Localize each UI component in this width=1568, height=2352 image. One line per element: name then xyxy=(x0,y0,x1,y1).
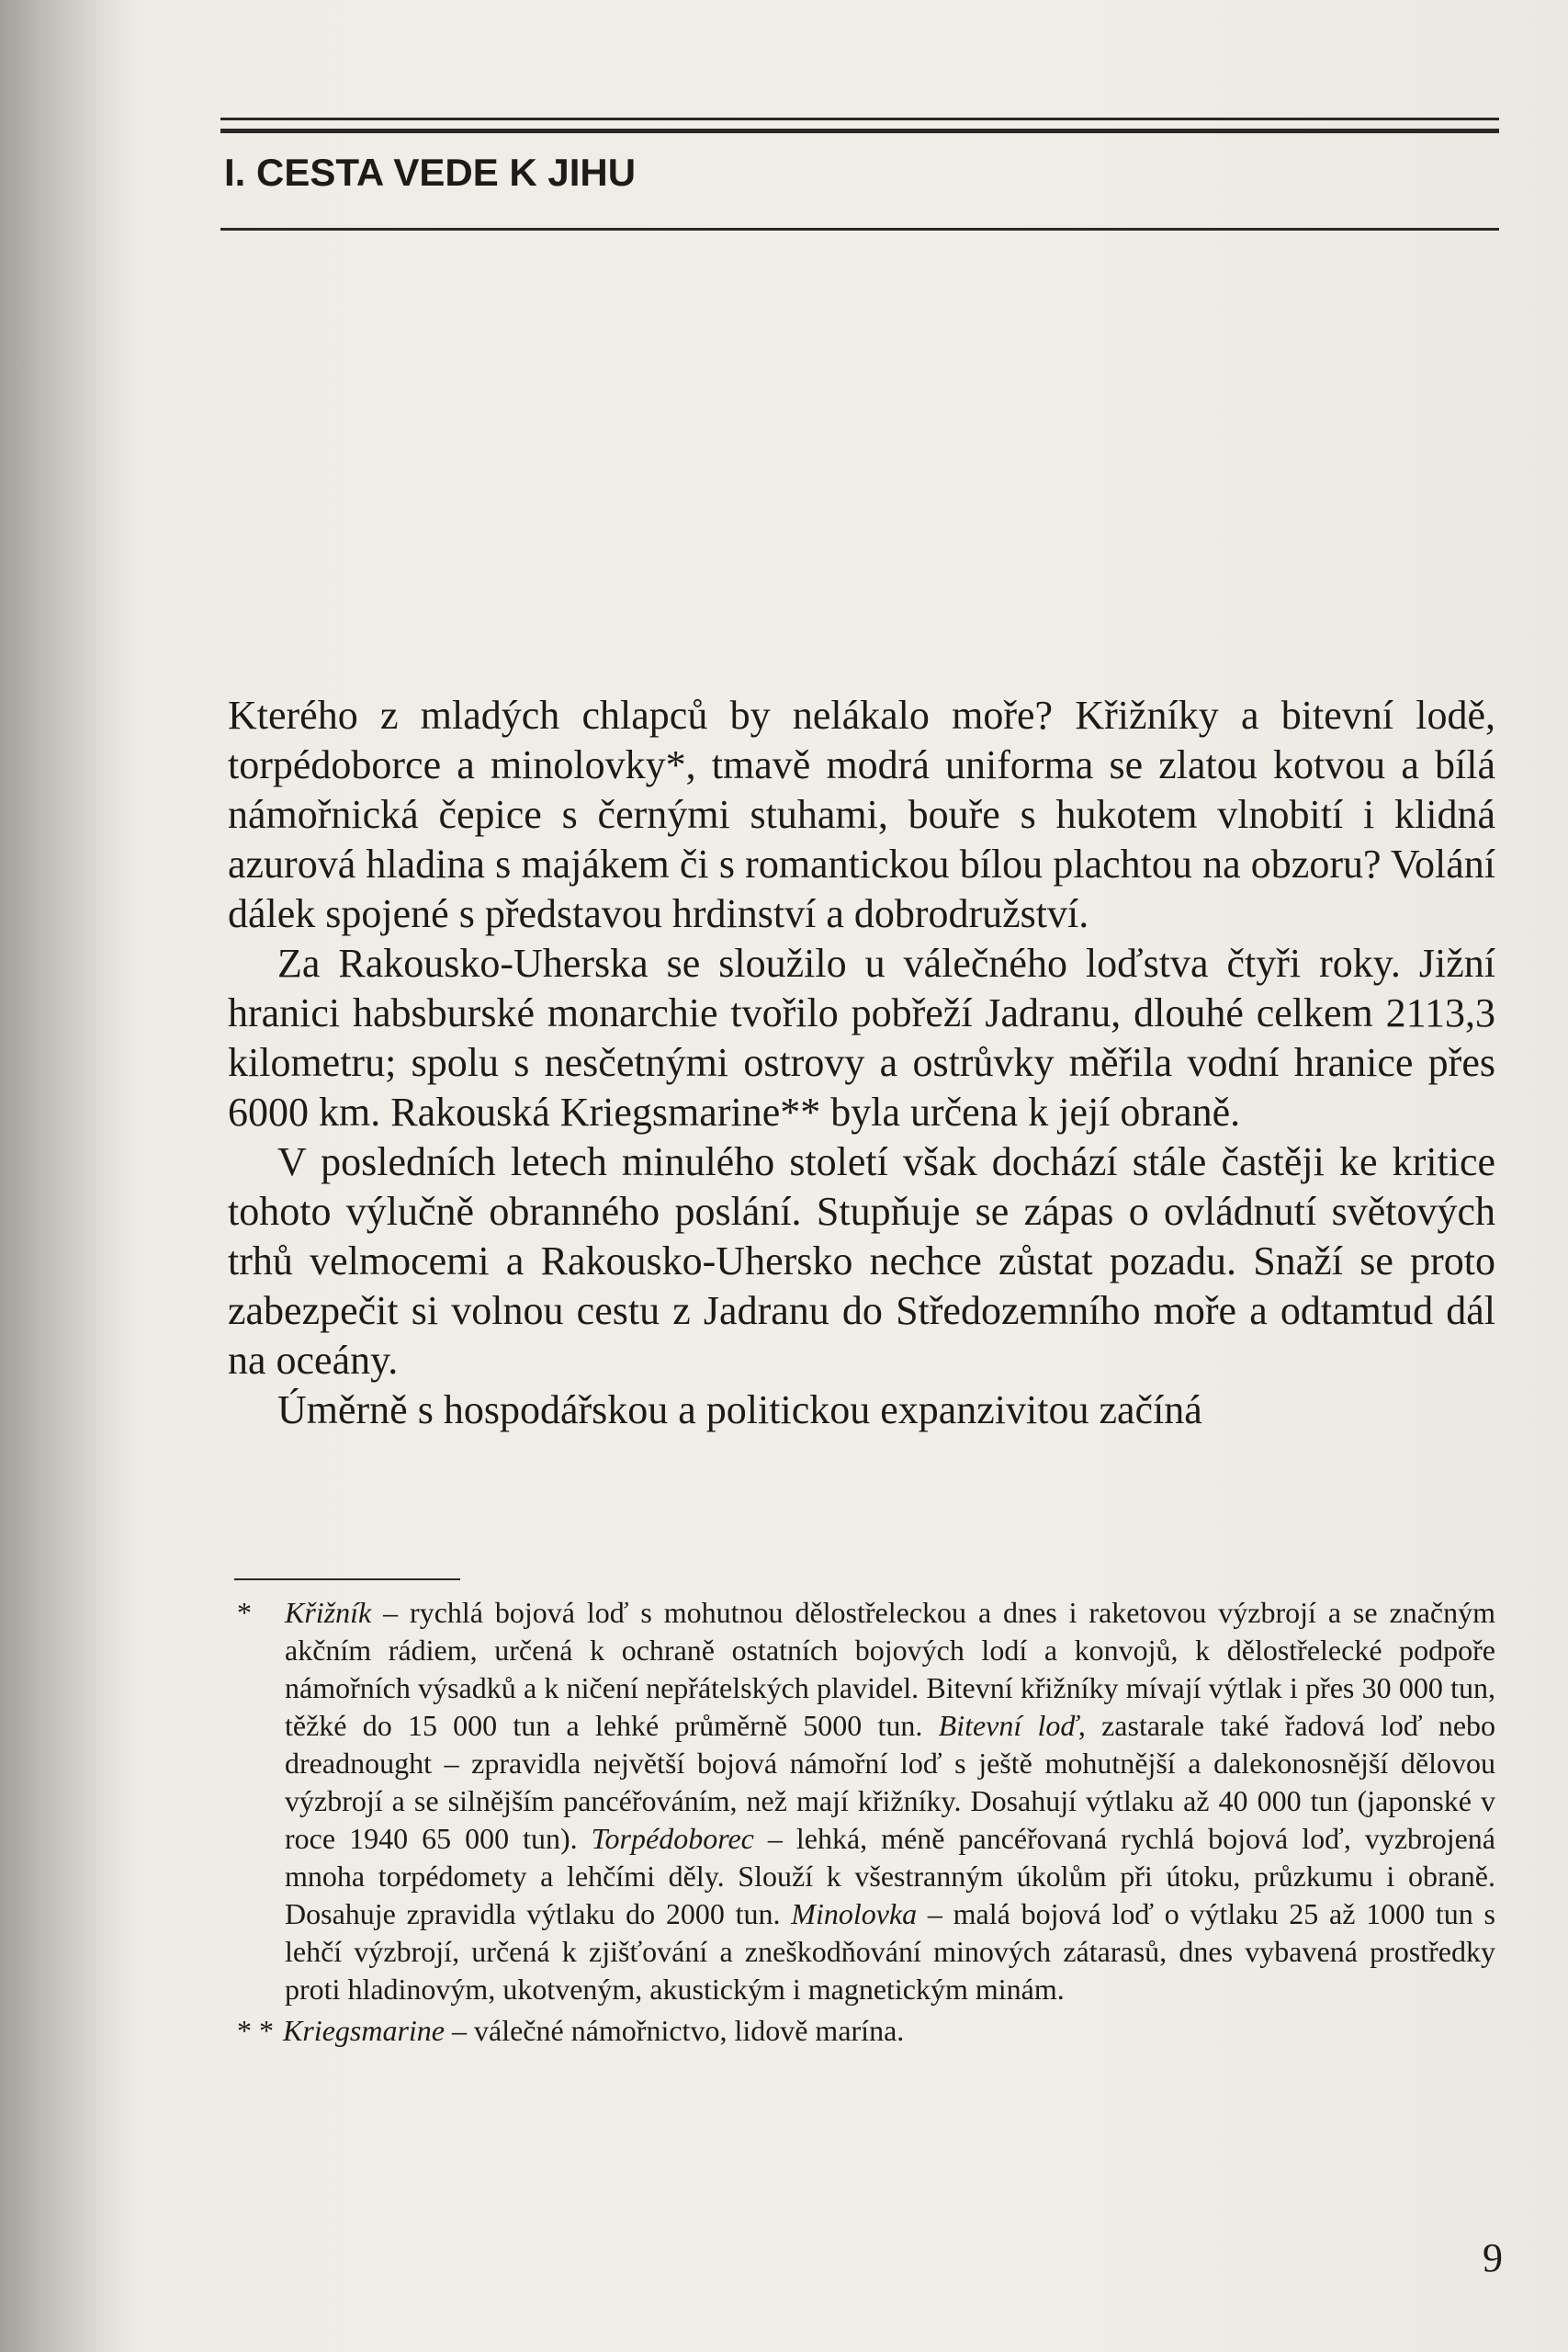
paragraph: Za Rakousko-Uherska se sloužilo u válečného loďstva čtyři roky. Jižní hranici habsburské monarchie tvořilo pobřeží Jadranu, dlouhé celkem 2113,3 kilometru; spolu s nesčetnými ostrovy a ostrůvky měřila vodní hranice přes 6000 km. Rakouská Kriegsmarine** byla určena k její obraně. xyxy=(228,941,1495,1135)
footnote-term: Bitevní loď xyxy=(938,1709,1078,1742)
footnote-text: – válečné námořnictvo, lidově marína. xyxy=(445,2014,905,2047)
paragraph: V posledních letech minulého století však dochází stále častěji ke kritice tohoto výlučně obranného poslání. Stupňuje se zápas o ovládnutí světových trhů velmocemi a Rakousko-Uhersko nechce zůstat pozadu. Snaží se proto zabezpečit si volnou cestu z Jadranu do Středozemního moře a odtamtud dál na oceány. xyxy=(228,1139,1495,1383)
footnote xyxy=(237,2012,1495,2050)
footnote-text: , zastarale také řadová loď nebo dreadnought – zpravidla největší bojová námořní loď s ještě mohutnější a dalekonosnější dělovou výzbrojí a se silnějším pancéřováním, než mají křižníky. Dosahují výtlaku až 40 000 tun (japonské v roce 1940 65 000 tun). xyxy=(285,1709,1496,1855)
page-number: 9 xyxy=(1483,2235,1503,2280)
footnote-term: Torpédoborec xyxy=(591,1822,754,1855)
chapter-title: I. CESTA VEDE K JIHU xyxy=(224,151,637,194)
footnote-term: Křižník xyxy=(285,1596,372,1629)
footnote-separator xyxy=(234,1578,460,1580)
paragraph: Kterého z mladých chlapců by nelákalo moře? Křižníky a bitevní lodě, torpédoborce a minolovky*, tmavě modrá uniforma se zlatou kotvou a bílá námořnická čepice s černými stuhami, bouře s hukotem vlnobití i klidná azurová hladina s majákem či s romantickou bílou plachtou na obzoru? Volání dálek spojené s představou hrdinství a dobrodružství. xyxy=(228,693,1495,936)
footnote-term: Kriegsmarine xyxy=(283,2014,445,2047)
footnote-text: – rychlá bojová loď s mohutnou dělostřeleckou a dnes i raketovou výzbrojí a se značným akčním rádiem, určená k ochraně ostatních bojových lodí a konvojů, k dělostřelecké podpoře námořních výsadků a k ničení nepřátelských plavidel. Bitevní křižníky mívají výtlak i přes 30 000 tun, těžké do 15 000 tun a lehké průměrně 5000 tun. xyxy=(285,1596,1495,1742)
book-gutter-shadow xyxy=(0,0,138,2352)
footnote-term: Minolovka xyxy=(791,1897,918,1930)
header-rule-top-thick xyxy=(220,129,1499,133)
footnote-marker: * xyxy=(237,1596,252,1629)
header-rule-bottom xyxy=(220,228,1499,231)
paragraph: Úměrně s hospodářskou a politickou expanzivitou začíná xyxy=(277,1387,1202,1432)
footnote xyxy=(237,1594,1495,2008)
footnotes xyxy=(237,1594,1495,2053)
footnote-text: – lehká, méně pancéřovaná rychlá bojová loď, vyzbrojená mnoha torpédomety a lehčími děly. Slouží k všestranným úkolům při útoku, průzkumu i obraně. Dosahuje zpravidla výtlaku do 2000 tun. xyxy=(285,1822,1496,1930)
footnote-marker: * * xyxy=(237,2014,274,2047)
header-rule-top-thin xyxy=(220,118,1499,120)
body-text xyxy=(228,691,1495,1435)
footnote-text: – malá bojová loď o výtlaku 25 až 1000 tun s lehčí výzbrojí, určená k zjišťování a zneškodňování minových zátarasů, dnes vybavená prostředky proti hladinovým, ukotveným, akustickým i magnetickým minám. xyxy=(285,1897,1496,2006)
